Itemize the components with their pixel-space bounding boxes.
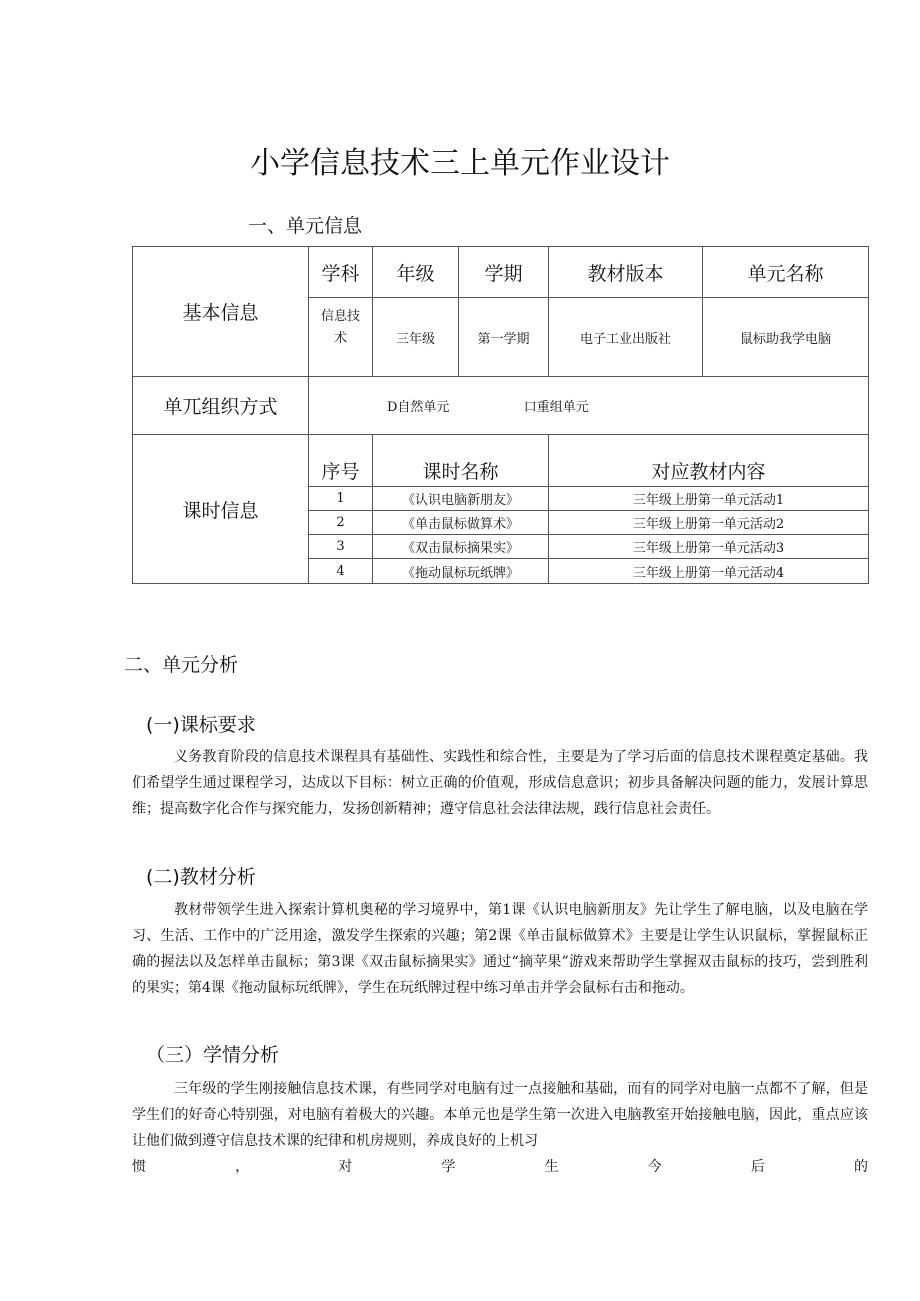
lesson-content: 三年级上册第一单元活动2 (549, 511, 869, 535)
value-term: 第一学期 (459, 298, 549, 377)
subheading-textbook: (二)教材分析 (146, 866, 256, 888)
unit-info-table (132, 246, 869, 584)
lesson-name: 《拖动鼠标玩纸牌》 (373, 559, 549, 584)
header-subject: 学科 (309, 247, 373, 298)
paragraph-student: 三年级的学生刚接触信息技术课，有些同学对电脑有过一点接触和基础，而有的同学对电脑一点都不了解，但是学生们的好奇心特别强，对电脑有着极大的兴趣。本单元也是学生第一次进入电脑教室开始接触电脑，因此，重点应该让他们做到遵守信息技术课的纪律和机房规则，养成良好的上机习 (132, 1081, 868, 1149)
lesson-no: 2 (309, 511, 373, 535)
char: 今 (647, 1159, 662, 1175)
subheading-student: （三）学情分析 (146, 1044, 280, 1066)
value-subject: 信息技术 (309, 298, 373, 377)
lesson-no: 4 (309, 559, 373, 584)
lesson-info-label: 课时信息 (133, 435, 309, 584)
lesson-no: 3 (309, 535, 373, 559)
option-regrouped-unit: 口重组单元 (523, 400, 589, 415)
org-method-label: 单兀组织方式 (133, 377, 309, 435)
lesson-name: 《认识电脑新朋友》 (373, 487, 549, 511)
lesson-content: 三年级上册第一单元活动3 (549, 535, 869, 559)
char: 后 (750, 1159, 765, 1175)
paragraph-student-last-line (132, 1154, 868, 1180)
lesson-name: 《单击鼠标做算术》 (373, 511, 549, 535)
basic-info-label: 基本信息 (133, 247, 309, 377)
char: 学 (441, 1159, 456, 1175)
paragraph-textbook: 教材带领学生进入探索计算机奥秘的学习境界中，第1课《认识电脑新朋友》先让学生了解电脑，以及电脑在学习、生活、工作中的广泛用途，激发学生探索的兴趣；第2课《单击鼠标做算术》主要是让学生认识鼠标，掌握鼠标正确的握法以及怎样单击鼠标；第3课《双击鼠标摘果实》通过“摘苹果”游戏来帮助学生掌握双击鼠标的技巧，尝到胜利的果实；第4课《拖动鼠标玩纸牌》，学生在玩纸牌过程中练习单击并学会鼠标右击和拖动。 (132, 902, 868, 996)
section-heading-unit-analysis: 二、单元分析 (124, 654, 239, 676)
lesson-content: 三年级上册第一单元活动1 (549, 487, 869, 511)
section-heading-unit-info: 一、单元信息 (248, 215, 363, 237)
value-grade: 三年级 (373, 298, 459, 377)
header-material-content: 对应教材内容 (549, 435, 869, 487)
subheading-curriculum: (一)课标要求 (146, 714, 256, 736)
char: 对 (338, 1159, 353, 1175)
header-term: 学期 (459, 247, 549, 298)
lesson-no: 1 (309, 487, 373, 511)
char: 惯 (132, 1159, 146, 1175)
value-unit-name: 鼠标助我学电脑 (703, 298, 869, 377)
lesson-content: 三年级上册第一单元活动4 (549, 559, 869, 584)
header-unit-name: 单元名称 (703, 247, 869, 298)
page-title: 小学信息技术三上单元作业设计 (250, 146, 670, 181)
header-lesson-name: 课时名称 (373, 435, 549, 487)
paragraph-curriculum: 义务教育阶段的信息技术课程具有基础性、实践性和综合性，主要是为了学习后面的信息技术课程奠定基础。我们希望学生通过课程学习，达成以下目标：树立正确的价值观，形成信息意识；初步具备解决问题的能力，发展计算思维；提高数字化合作与探究能力，发扬创新精神；遵守信息社会法律法规，践行信息社会责任。 (132, 749, 868, 817)
value-edition: 电子工业出版社 (549, 298, 703, 377)
header-edition: 教材版本 (549, 247, 703, 298)
header-no: 序号 (309, 435, 373, 487)
org-method-options (309, 377, 869, 435)
char: 的 (853, 1159, 868, 1175)
char: ， (235, 1159, 250, 1175)
option-natural-unit: D自然单元 (387, 400, 450, 415)
char: 生 (544, 1159, 559, 1175)
header-grade: 年级 (373, 247, 459, 298)
lesson-name: 《双击鼠标摘果实》 (373, 535, 549, 559)
